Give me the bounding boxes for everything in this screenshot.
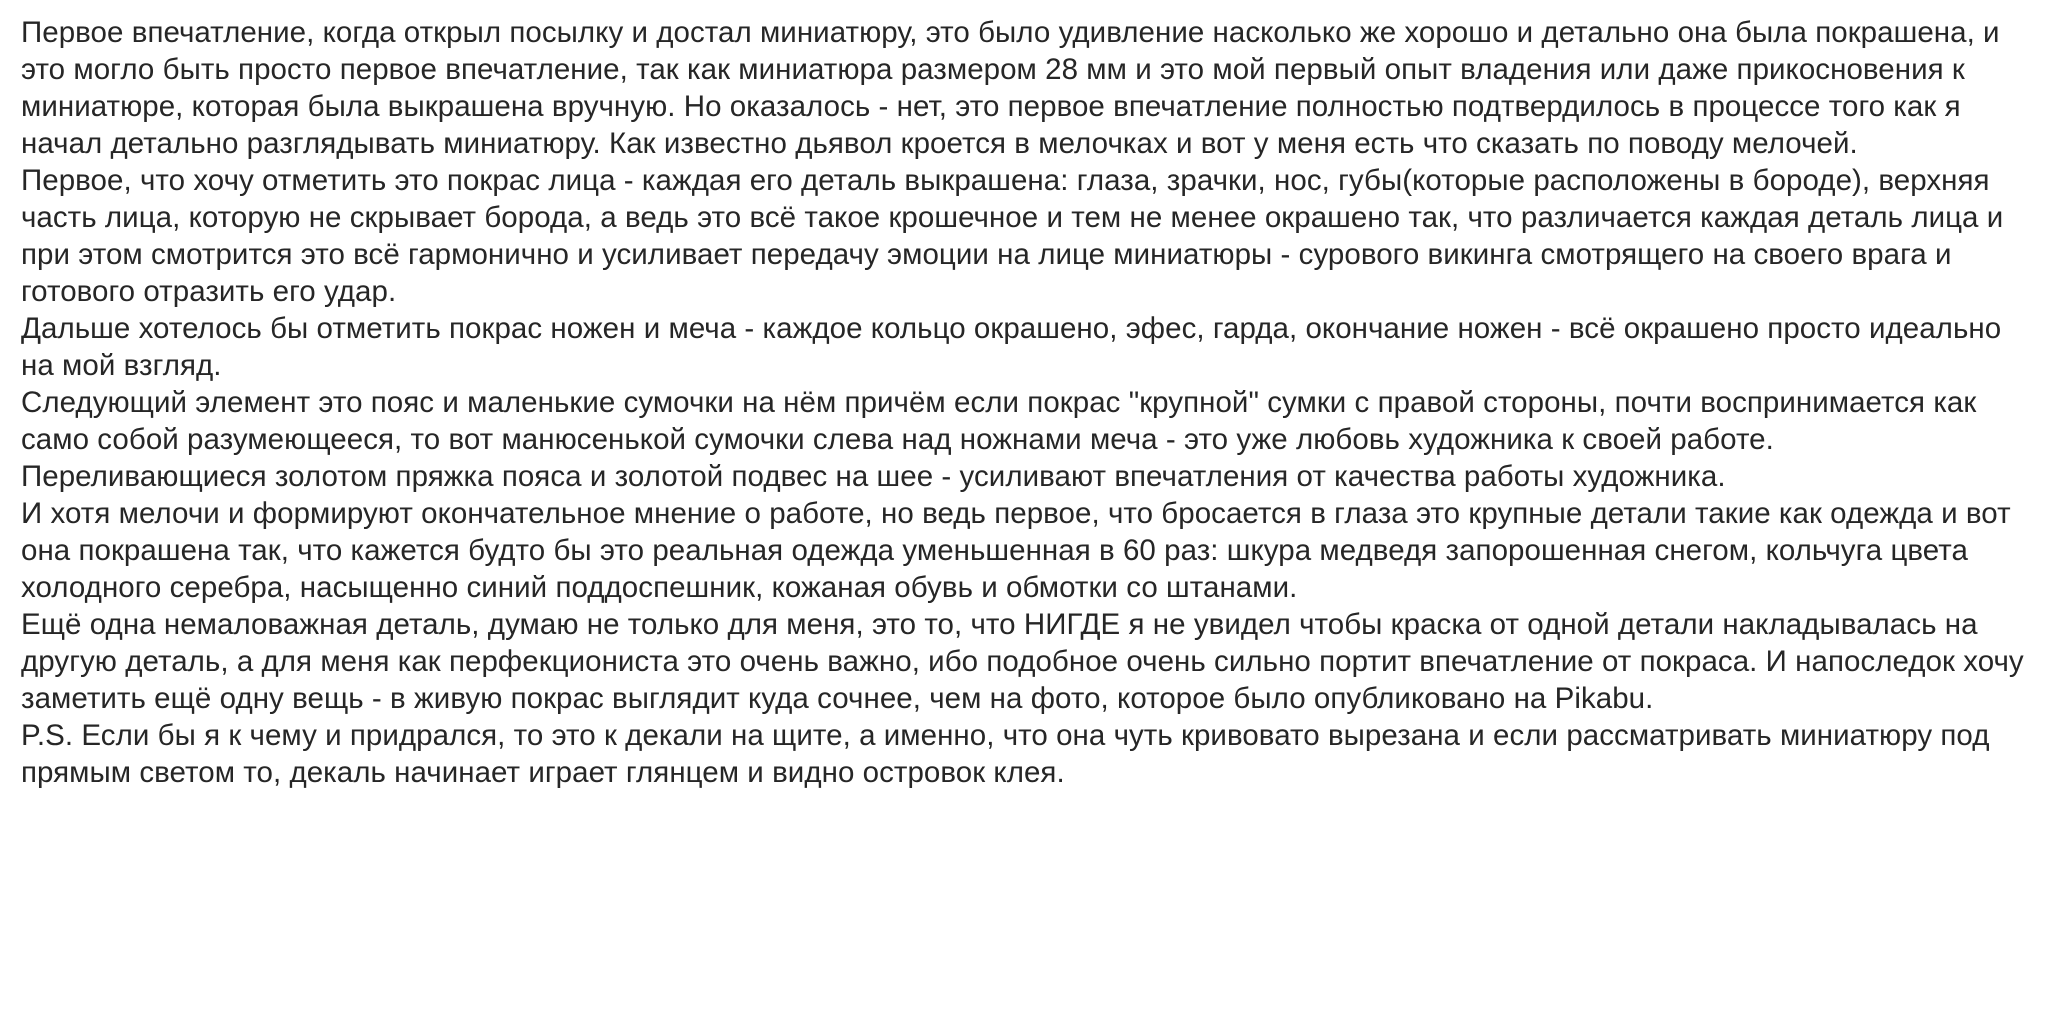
review-text (21, 14, 2031, 791)
review-paragraph-5: Переливающиеся золотом пряжка пояса и золотой подвес на шее - усиливают впечатления от качества работы художника. (21, 460, 1726, 493)
review-paragraph-1: Первое впечатление, когда открыл посылку и достал миниатюру, это было удивление насколько же хорошо и детально она была покрашена, и это могло быть просто первое впечатление, так как миниатюра размером 28 мм и это мой первый опыт владения или даже прикосновения к миниатюре, которая была выкрашена вручную. Но оказалось - нет, это первое впечатление полностью подтвердилось в процессе того как я начал детально разглядывать миниатюру. Как известно дьявол кроется в мелочках и вот у меня есть что сказать по поводу мелочей. (21, 16, 2000, 160)
review-paragraph-2: Первое, что хочу отметить это покрас лица - каждая его деталь выкрашена: глаза, зрачки, нос, губы(которые расположены в бороде), верхняя часть лица, которую не скрывает борода, а ведь это всё такое крошечное и тем не менее окрашено так, что различается каждая деталь лица и при этом смотрится это всё гармонично и усиливает передачу эмоции на лице миниатюры - сурового викинга смотрящего на своего врага и готового отразить его удар. (21, 164, 2004, 308)
review-paragraph-7: Ещё одна немаловажная деталь, думаю не только для меня, это то, что НИГДЕ я не увидел чтобы краска от одной детали накладывалась на другую деталь, а для меня как перфекциониста это очень важно, ибо подобное очень сильно портит впечатление от покраса. И напоследок хочу заметить ещё одну вещь - в живую покрас выглядит куда сочнее, чем на фото, которое было опубликовано на Pikabu. (21, 608, 2024, 715)
review-paragraph-8: P.S. Если бы я к чему и придрался, то это к декали на щите, а именно, что она чуть кривовато вырезана и если рассматривать миниатюру под прямым светом то, декаль начинает играет глянцем и видно островок клея. (21, 719, 1990, 789)
review-paragraph-4: Следующий элемент это пояс и маленькие сумочки на нём причём если покрас "крупной" сумки с правой стороны, почти воспринимается как само собой разумеющееся, то вот манюсенькой сумочки слева над ножнами меча - это уже любовь художника к своей работе. (21, 386, 1977, 456)
review-paragraph-3: Дальше хотелось бы отметить покрас ножен и меча - каждое кольцо окрашено, эфес, гарда, окончание ножен - всё окрашено просто идеально на мой взгляд. (21, 312, 2002, 382)
review-paragraph-6: И хотя мелочи и формируют окончательное мнение о работе, но ведь первое, что бросается в глаза это крупные детали такие как одежда и вот она покрашена так, что кажется будто бы это реальная одежда уменьшенная в 60 раз: шкура медведя запорошенная снегом, кольчуга цвета холодного серебра, насыщенно синий поддоспешник, кожаная обувь и обмотки со штанами. (21, 497, 2011, 604)
